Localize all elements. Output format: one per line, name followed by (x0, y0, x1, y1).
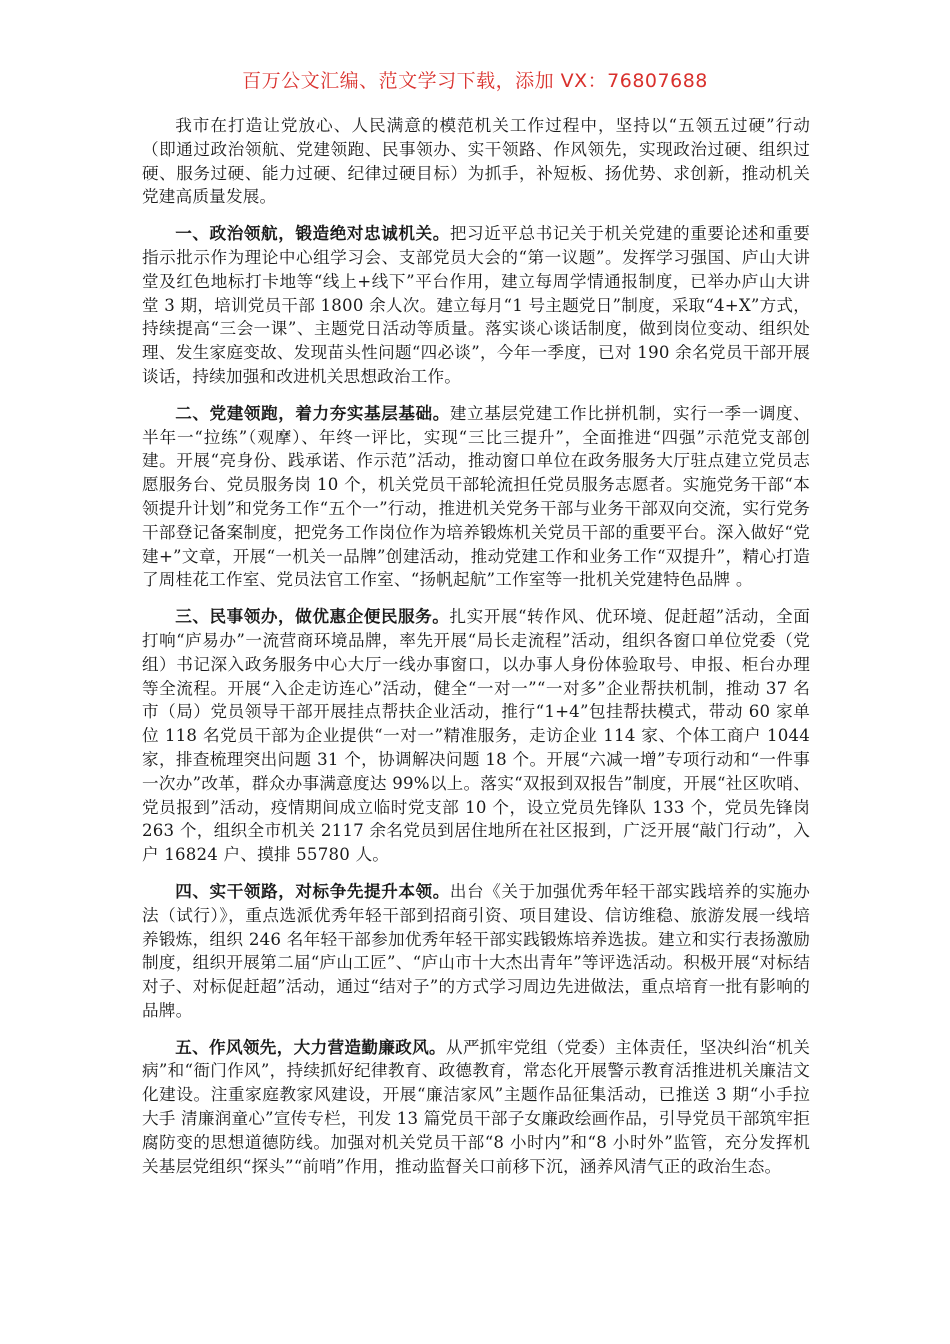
section-heading: 五、作风领先，大力营造勤廉政风。 (175, 1036, 446, 1057)
section-practical-work (142, 880, 810, 1023)
section-public-service (142, 605, 810, 867)
section-heading: 一、政治领航，锻造绝对忠诚机关。 (175, 223, 450, 244)
document-body (142, 114, 810, 1191)
section-heading: 三、民事领办，做优惠企便民服务。 (175, 606, 450, 627)
section-work-style (142, 1036, 810, 1179)
section-heading: 二、党建领跑，着力夯实基层基础。 (175, 402, 450, 423)
section-text: 建立基层党建工作比拼机制，实行一季一调度、半年一“拉练”（观摩）、年终一评比，实现“三比三提升”，全面推进“四强”示范党支部创建。开展“亮身份、践承诺、作示范”活动，推动窗口单位在政务服务大厅驻点建立党员志愿服务台、党员服务岗 10 个，机关党员干部轮流担任党员服务志愿者。实施党务干部“本领提升计划”和党务工作“五个一”行动，推进机关党务干部与业务干部双向交流，实行党务干部登记备案制度，把党务工作岗位作为培养锻炼机关党员干部的重要平台。深入做好“党建+”文章，开展“一机关一品牌”创建活动，推动党建工作和业务工作“双提升”，精心打造了周桂花工作室、党员法官工作室、“扬帆起航”工作室等一批机关党建特色品牌 。 (142, 403, 810, 590)
section-text: 扎实开展“转作风、优环境、促赶超”活动，全面打响“庐易办”一流营商环境品牌，率先开展“局长走流程”活动，组织各窗口单位党委（党组）书记深入政务服务中心大厅一线办事窗口，以办事人身份体验取号、申报、柜台办理等全流程。开展“入企走访连心”活动，健全“一对一”“一对多”企业帮扶机制，推动 37 名市（局）党员领导干部开展挂点帮扶企业活动，推行“1+4”包挂帮扶模式，带动 60 家单位 118 名党员干部为企业提供“一对一”精准服务，走访企业 114 家、个体工商户 1044 家，排查梳理突出问题 31 个，协调解决问题 18 个。开展“六减一增”专项行动和“一件事一次办”改革，群众办事满意度达 99%以上。落实“双报到双报告”制度，开展“社区吹哨、党员报到”活动，疫情期间成立临时党支部 10 个，设立党员先锋队 133 个，党员先锋岗 263 个，组织全市机关 2117 余名党员到居住地所在社区报到，广泛开展“敲门行动”，入户 16824 户、摸排 55780 人。 (142, 607, 810, 865)
section-text: 把习近平总书记关于机关党建的重要论述和重要指示批示作为理论中心组学习会、支部党员大会的“第一议题”。发挥学习强国、庐山大讲堂及红色地标打卡地等“线上+线下”平台作用，建立每周学情通报制度，已举办庐山大讲堂 3 期，培训党员干部 1800 余人次。建立每月“1 号主题党日”制度，采取“4+X”方式，持续提高“三会一课”、主题党日活动等质量。落实谈心谈话制度，做到岗位变动、组织处理、发生家庭变故、发现苗头性问题“四必谈”，今年一季度，已对 190 余名党员干部开展谈话，持续加强和改进机关思想政治工作。 (142, 224, 810, 386)
section-political-navigation (142, 222, 810, 389)
header-banner: 百万公文汇编、范文学习下载，添加 VX：76807688 (242, 70, 708, 92)
section-text: 出台《关于加强优秀年轻干部实践培养的实施办法（试行）》，重点选派优秀年轻干部到招商引资、项目建设、信访维稳、旅游发展一线培养锻炼，组织 246 名年轻干部参加优秀年轻干部实践锻炼培养选拔。建立和实行表扬激励制度，组织开展第二届“庐山工匠”、“庐山市十大杰出青年”等评选活动。积极开展“对标结对子、对标促赶超”活动，通过“结对子”的方式学习周边先进做法，重点培育一批有影响的品牌。 (142, 881, 810, 1020)
intro-paragraph: 我市在打造让党放心、人民满意的模范机关工作过程中，坚持以“五领五过硬”行动（即通过政治领航、党建领跑、民事领办、实干领路、作风领先，实现政治过硬、组织过硬、服务过硬、能力过硬、纪律过硬目标）为抓手，补短板、扬优势、求创新，推动机关党建高质量发展。 (142, 116, 810, 207)
section-text: 从严抓牢党组（党委）主体责任，坚决纠治“机关病”和“衙门作风”，持续抓好纪律教育、政德教育，常态化开展警示教育活推进机关廉洁文化建设。注重家庭教家风建设，开展“廉洁家风”主题作品征集活动，已推送 3 期“小手拉大手 清廉润童心”宣传专栏，刊发 13 篇党员干部子女廉政绘画作品，引导党员干部筑牢拒腐防变的思想道德防线。加强对机关党员干部“8 小时内”和“8 小时外”监管，充分发挥机关基层党组织“探头”“前哨”作用，推动监督关口前移下沉，涵养风清气正的政治生态。 (142, 1037, 810, 1176)
section-party-building (142, 402, 810, 592)
section-heading: 四、实干领路，对标争先提升本领。 (175, 880, 450, 901)
